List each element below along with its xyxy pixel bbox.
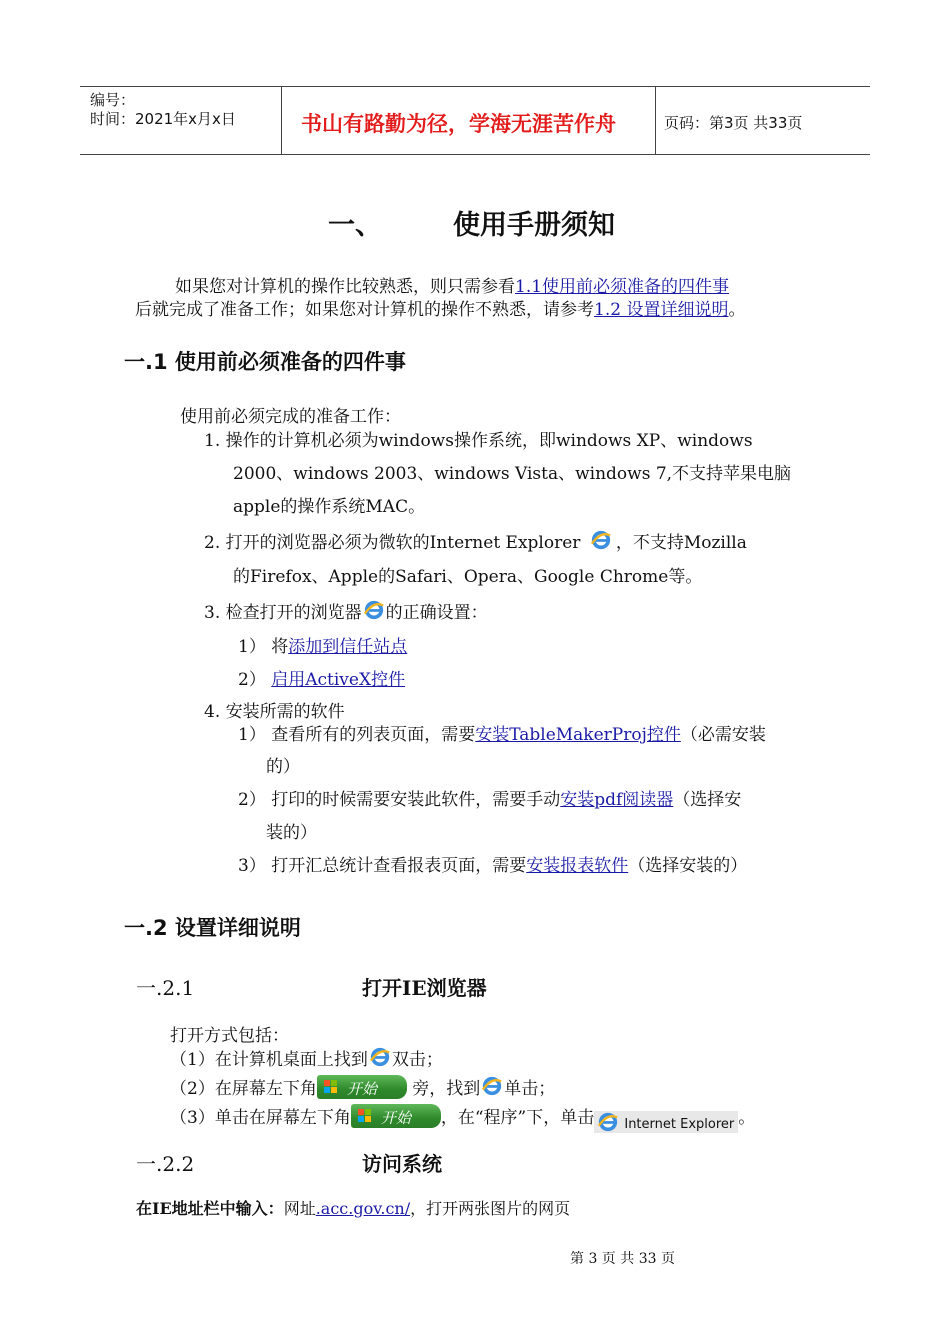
method-text: （1）在计算机桌面上找到 bbox=[170, 1050, 368, 1070]
sub-item-pdf-cont: 装的） bbox=[266, 823, 317, 843]
page-title-number: 一、 bbox=[328, 210, 382, 241]
intro-text: 。 bbox=[728, 300, 746, 320]
list-item-4-line: 4. 安装所需的软件 bbox=[204, 702, 345, 722]
subsection-title: 访问系统 bbox=[362, 1152, 442, 1176]
start-button-label: 开始 bbox=[346, 1080, 377, 1098]
list-item-text: 3. 检查打开的浏览器 bbox=[204, 603, 362, 623]
sub-item-prefix: 1） 将 bbox=[238, 637, 289, 657]
sub-item-text: （必需安装 bbox=[680, 725, 766, 745]
header-divider bbox=[655, 86, 656, 154]
link-install-pdf[interactable]: 安装pdf阅读器 bbox=[560, 790, 674, 810]
address-label: 在IE地址栏中输入： bbox=[136, 1199, 284, 1218]
list-item-text: 的正确设置： bbox=[385, 603, 488, 623]
section-lead: 使用前必须完成的准备工作： bbox=[180, 407, 401, 427]
sub-item-tablemaker bbox=[238, 720, 766, 745]
ie-icon bbox=[597, 1111, 619, 1133]
method-text: 双击； bbox=[391, 1050, 443, 1070]
list-item-2-line bbox=[204, 528, 747, 553]
sub-item-activex bbox=[238, 665, 405, 690]
start-button[interactable] bbox=[351, 1104, 441, 1128]
section-heading-1-2: 一.2 设置详细说明 bbox=[124, 916, 301, 940]
sub-item-text: （选择安 bbox=[673, 790, 742, 810]
ie-menu-label: Internet Explorer bbox=[624, 1117, 735, 1132]
header-number: 编号： bbox=[90, 91, 136, 109]
sub-item-prefix: 2） bbox=[238, 670, 272, 690]
sub-item-text: 3） 打开汇总统计查看报表页面，需要 bbox=[238, 856, 527, 876]
ie-icon bbox=[590, 529, 612, 551]
method-text: （2）在屏幕左下角 bbox=[170, 1079, 317, 1099]
address-instruction bbox=[136, 1196, 570, 1219]
sub-item-text: 1） 查看所有的列表页面，需要 bbox=[238, 725, 476, 745]
header-bottom-border bbox=[80, 154, 870, 155]
sub-item-pdf bbox=[238, 785, 741, 810]
method-text: ，在“程序”下，单击 bbox=[440, 1108, 595, 1128]
address-link[interactable]: .acc.gov.cn/ bbox=[315, 1199, 411, 1218]
header-top-border bbox=[80, 86, 870, 87]
ie-icon bbox=[481, 1075, 503, 1097]
list-item-1-line: apple的操作系统MAC。 bbox=[233, 497, 426, 517]
subsection-title: 打开IE浏览器 bbox=[362, 976, 487, 1000]
windows-flag-icon bbox=[324, 1080, 338, 1094]
start-button[interactable] bbox=[317, 1075, 407, 1099]
open-methods-lead: 打开方式包括： bbox=[170, 1026, 289, 1046]
open-method-3 bbox=[170, 1103, 755, 1133]
address-text: 网址 bbox=[283, 1199, 316, 1218]
list-item-text: ，不支持Mozilla bbox=[615, 533, 747, 553]
page-title: 使用手册须知 bbox=[453, 210, 615, 241]
list-item-1-line: 2000、windows 2003、windows Vista、windows 7,不支持苹果电脑 bbox=[233, 464, 792, 484]
ie-icon bbox=[369, 1046, 391, 1068]
intro-text: 后就完成了准备工作；如果您对计算机的操作不熟悉，请参考 bbox=[135, 300, 594, 320]
subsection-number: 一.2.2 bbox=[136, 1152, 195, 1176]
list-item-1-line: 1. 操作的计算机必须为windows操作系统，即windows XP、windows bbox=[204, 431, 753, 451]
section-heading-1-1: 一.1 使用前必须准备的四件事 bbox=[124, 350, 406, 374]
link-install-tablemaker[interactable]: 安装TableMakerProj控件 bbox=[475, 725, 681, 745]
header-page: 页码：第3页 共33页 bbox=[664, 114, 803, 132]
header-divider bbox=[281, 86, 282, 154]
sub-item-text: 2） 打印的时候需要安装此软件，需要手动 bbox=[238, 790, 561, 810]
ie-menu-item[interactable] bbox=[594, 1111, 738, 1133]
link-install-report[interactable]: 安装报表软件 bbox=[526, 856, 629, 876]
subsection-number: 一.2.1 bbox=[136, 976, 195, 1000]
address-text: ，打开两张图片的网页 bbox=[410, 1199, 571, 1218]
list-item-text: 2. 打开的浏览器必须为微软的Internet Explorer bbox=[204, 533, 581, 553]
open-method-1 bbox=[170, 1045, 443, 1070]
link-enable-activex[interactable]: 启用ActiveX控件 bbox=[271, 670, 406, 690]
sub-item-trusted-site bbox=[238, 632, 407, 657]
footer-page-number: 第 3 页 共 33 页 bbox=[570, 1251, 675, 1267]
sub-item-text: （选择安装的） bbox=[628, 856, 748, 876]
list-item-2-line: 的Firefox、Apple的Safari、Opera、Google Chrome等。 bbox=[233, 567, 703, 587]
method-text: 单击； bbox=[504, 1079, 556, 1099]
method-text: （3）单击在屏幕左下角 bbox=[170, 1108, 351, 1128]
ie-icon bbox=[363, 599, 385, 621]
link-add-trusted-site[interactable]: 添加到信任站点 bbox=[288, 637, 408, 657]
method-text: 。 bbox=[738, 1108, 756, 1128]
intro-line-1 bbox=[175, 272, 729, 297]
intro-text: 如果您对计算机的操作比较熟悉，则只需参看 bbox=[175, 277, 515, 297]
list-item-3-line bbox=[204, 598, 488, 623]
intro-line-2 bbox=[135, 295, 745, 320]
sub-item-tablemaker-cont: 的） bbox=[266, 757, 300, 777]
sub-item-report bbox=[238, 851, 747, 876]
header-motto: 书山有路勤为径，学海无涯苦作舟 bbox=[301, 111, 616, 136]
start-button-label: 开始 bbox=[380, 1109, 411, 1127]
intro-link-1-1[interactable]: 1.1使用前必须准备的四件事 bbox=[515, 277, 730, 297]
open-method-2 bbox=[170, 1074, 555, 1099]
header-time: 时间：2021年x月x日 bbox=[90, 110, 236, 128]
method-text: 旁，找到 bbox=[406, 1079, 481, 1099]
intro-link-1-2[interactable]: 1.2 设置详细说明 bbox=[594, 300, 729, 320]
windows-flag-icon bbox=[358, 1109, 372, 1123]
